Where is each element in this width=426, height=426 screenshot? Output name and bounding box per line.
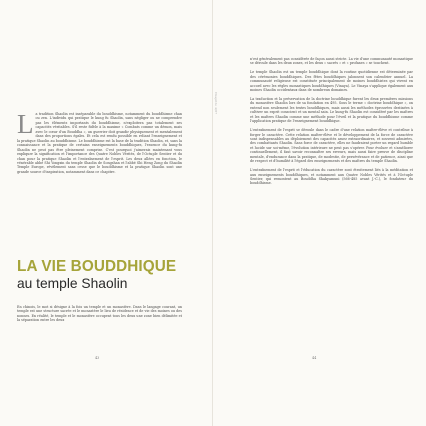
right-text-column bbox=[250, 57, 413, 190]
running-head: Chapitre 4/87 bbox=[214, 92, 218, 115]
intro-text-block bbox=[17, 109, 182, 174]
intro-paragraph-text: a tradition Shaolin est inséparable du bouddhisme, notamment du bouddhisme chan ou zen. L'individu qui pratique le kung fu Shaolin, sans négliger ou ne comprendre pas les éléments importants du bouddhisme, n'exploitera pas totalement ses capacités véritables. S'il reste fidèle à la maxime « Combats comme un démon, mais avec le cœur d'un Bouddha », un guerrier doit grandir physiquement et mentalement dans des proportions égales. Et cela est rendu possible en reliant l'enseignement et la pratique Shaolin au bouddhisme. Le bouddhisme est la base de la tradition Shaolin, et, sans la connaissance et la pratique de certains enseignements bouddhiques, l'essence du kung-fu Shaolin ne peut pas être pleinement comprise. C'est pourquoi j'aimerais maintenant vous expliquer la signification et l'importance des Quatre Nobles Vérités, de l'Octuple Sentier et du chan pour la pratique Shaolin et l'entraînement de l'esprit. Les deux allées en fonction, le vénérable abbé Shi Yongxin du temple Shaolin de Songshan et l'abbé Shi Heng Zong du Shaolin Temple Europe, révèlement sans cesse que le bouddhisme et la pratique Shaolin sont une grande source d'inspiration, notamment dans ce chapitre. bbox=[17, 112, 182, 174]
section-paragraph: En chinois, le mot si désigne à la fois un temple et un monastère. Dans le langage courant, un temple est une structure sacrée et le monastère le lieu de résidence et de vie des moines ou des nonnes. En réalité, le temple et le monastère occupent tous les deux une zone bien délimitée et la séparation entre les deux bbox=[17, 305, 182, 323]
paragraph: n'est généralement pas considérée de façon aussi stricte. La vie d'une communauté monastique se déroule dans les deux zones, et les deux « sacrés » et « profanes » se touchent. bbox=[250, 57, 414, 66]
paragraph: Le temple Shaolin est un temple bouddhique dont la routine quotidienne est déterminée par des cérémonies bouddhiques. Des fêtes bouddhiques jalonnent son calendrier annuel. La communauté religieuse est constituée principalement de moines bouddhistes qui vivent en accord avec les règles monastiques bouddhiques (Vinaya). Le Vinaya s'applique également aux moines Shaolin occidentaux dans de nombreux domaines. bbox=[250, 70, 413, 93]
intro-paragraph bbox=[17, 109, 182, 174]
section-heading: LA VIE BOUDDHIQUE bbox=[17, 258, 177, 275]
right-page bbox=[213, 0, 426, 426]
drop-cap: L bbox=[17, 109, 34, 139]
paragraph: L'entraînement de l'esprit et l'éducation du caractère sont étroitement liés à la méditation et aux enseignements bouddhiques, et notamment aux Quatre Nobles Vérités et à l'Octuple Sentier, qui remontent au Bouddha Shakyamuni (566-485 avant J.-C.), le fondateur du bouddhisme. bbox=[250, 168, 413, 186]
page-number-right: 44 bbox=[312, 356, 317, 360]
page-number-left: 43 bbox=[95, 356, 100, 360]
paragraph: L'entraînement de l'esprit se déroule dans le cadre d'une relation maître-élève et contribue à forger le caractère. Cette relation maître-élève et le développement de la force de caractère sont indispensables au déploiement des capacités assez extraordinaires, et souvent admirées, des combattants Shaolin. Sans force de caractère, elles ne faudraient porter un regard humble et lucide sur soi-même, l'évolution intérieure ne peut pas s'opérer. Pour évoluer et s'améliorer continuellement, il faut savoir reconnaître ses erreurs, mais aussi faire preuve de discipline mentale, d'endurance dans la pratique, de modestie, de persévérance et de patience, ainsi que de respect et d'humilité à l'égard des enseignements et des maîtres du temple Shaolin. bbox=[250, 128, 413, 164]
paragraph: La traduction et la préservation de la doctrine bouddhique furent les deux premières missions du monastère Shaolin lors de sa fondation en 495. Sous le terme « doctrine bouddhique », on entend non seulement les textes bouddhiques, mais aussi les méthodes éprouvées destinées à cultiver un esprit conscient et un mental sain. Le kung-fu Shaolin est considéré par les maîtres et les maîtres Shaolin comme une méthode pour l'éveil et la pratique du bouddhisme comme l'application pratique de l'enseignement bouddhique. bbox=[250, 96, 413, 124]
section-subheading: au temple Shaolin bbox=[17, 276, 128, 291]
